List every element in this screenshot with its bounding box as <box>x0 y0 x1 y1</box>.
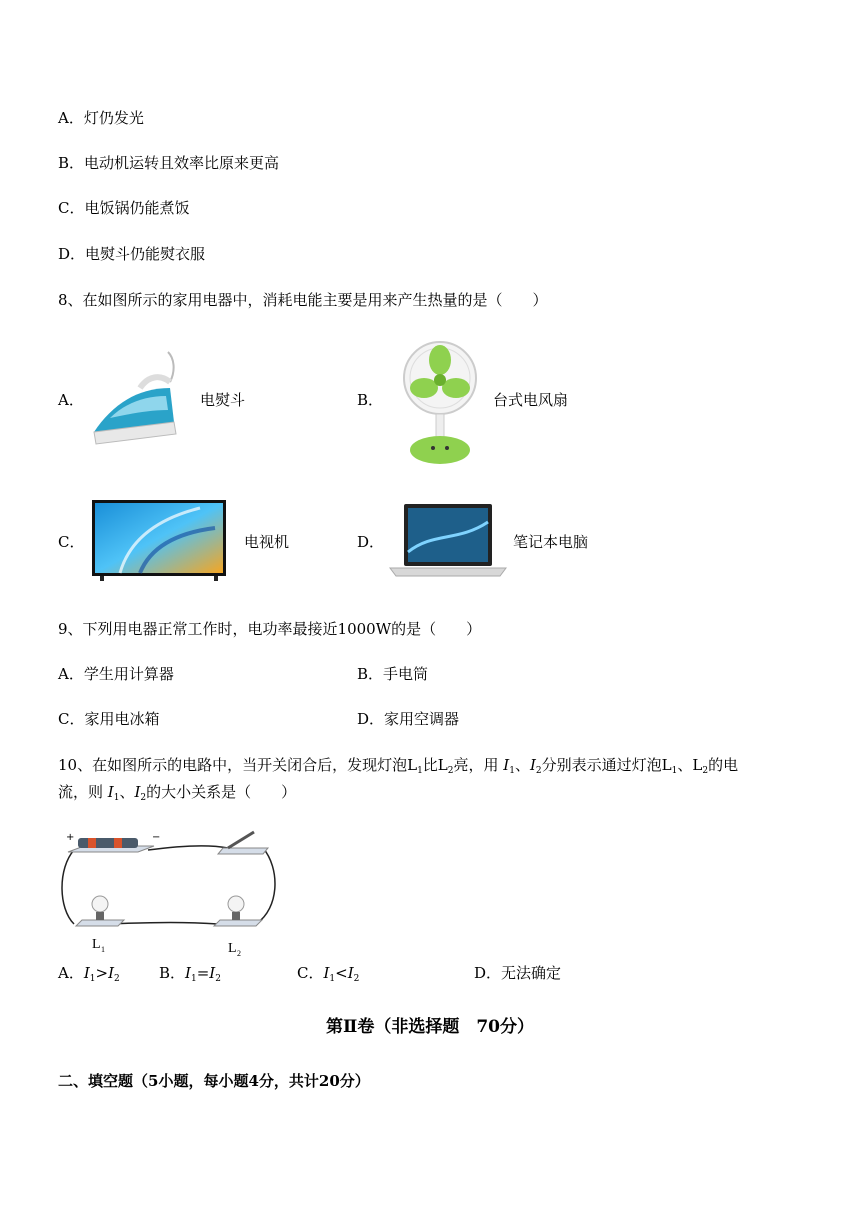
q7-option-a: A．灯仍发光 <box>58 109 144 127</box>
q10-option-c: C．$I_1<I_2$ <box>297 964 360 984</box>
q10-option-b: B．$I_1=I_2$ <box>159 964 221 984</box>
circuit-diagram <box>58 828 278 960</box>
battery-minus-label: − <box>152 832 161 843</box>
battery-plus-label: + <box>66 832 75 843</box>
iron-image <box>90 348 185 448</box>
tv-image <box>90 498 228 582</box>
fan-image <box>400 338 480 468</box>
q9-option-d: D．家用空调器 <box>357 710 460 728</box>
q9-stem: 9、下列用电器正常工作时，电功率最接近1000W的是（ ） <box>58 620 482 638</box>
bulb-l1-subscript: 1 <box>101 945 105 954</box>
q9-option-c: C．家用电冰箱 <box>58 710 160 728</box>
q8-option-a-letter: A． <box>58 391 84 409</box>
q9-option-a: A．学生用计算器 <box>58 665 174 683</box>
section2-title: 二、填空题（5小题，每小题4分，共计20分） <box>58 1072 370 1090</box>
q7-option-b: B．电动机运转且效率比原来更高 <box>58 154 280 172</box>
q7-option-d: D．电熨斗仍能熨衣服 <box>58 245 206 263</box>
q8-stem: 8、在如图所示的家用电器中，消耗电能主要是用来产生热量的是（ ） <box>58 291 548 309</box>
bulb-l1-label: L <box>92 937 101 952</box>
q10-option-a: A．$I_1>I_2$ <box>58 964 120 984</box>
q8-option-b-label: 台式电风扇 <box>493 391 569 409</box>
part2-title: 第Ⅱ卷（非选择题 70分） <box>326 1017 534 1037</box>
q8-option-c-letter: C． <box>58 533 85 551</box>
q8-option-d-letter: D． <box>357 533 385 551</box>
q8-option-a-label: 电熨斗 <box>200 391 246 409</box>
bulb-l2-subscript: 2 <box>237 949 241 958</box>
q8-option-b-letter: B． <box>357 391 384 409</box>
q10-stem-line2: 流，则 $I_1$、$I_2$的大小关系是（ ） <box>58 783 297 803</box>
q10-option-d: D．无法确定 <box>474 964 562 982</box>
q8-option-c-label: 电视机 <box>244 533 290 551</box>
bulb-l2-label: L <box>228 941 237 956</box>
q9-option-b: B．手电筒 <box>357 665 429 683</box>
q7-option-c: C．电饭锅仍能煮饭 <box>58 199 190 217</box>
laptop-image <box>388 502 508 580</box>
q10-stem-line1: 10、在如图所示的电路中，当开关闭合后，发现灯泡$L_1$比$L_2$亮，用 $I_1$、$I_2$分别表示通过灯泡$L_1$、$L_2$的电 <box>58 756 739 776</box>
q8-option-d-label: 笔记本电脑 <box>513 533 589 551</box>
